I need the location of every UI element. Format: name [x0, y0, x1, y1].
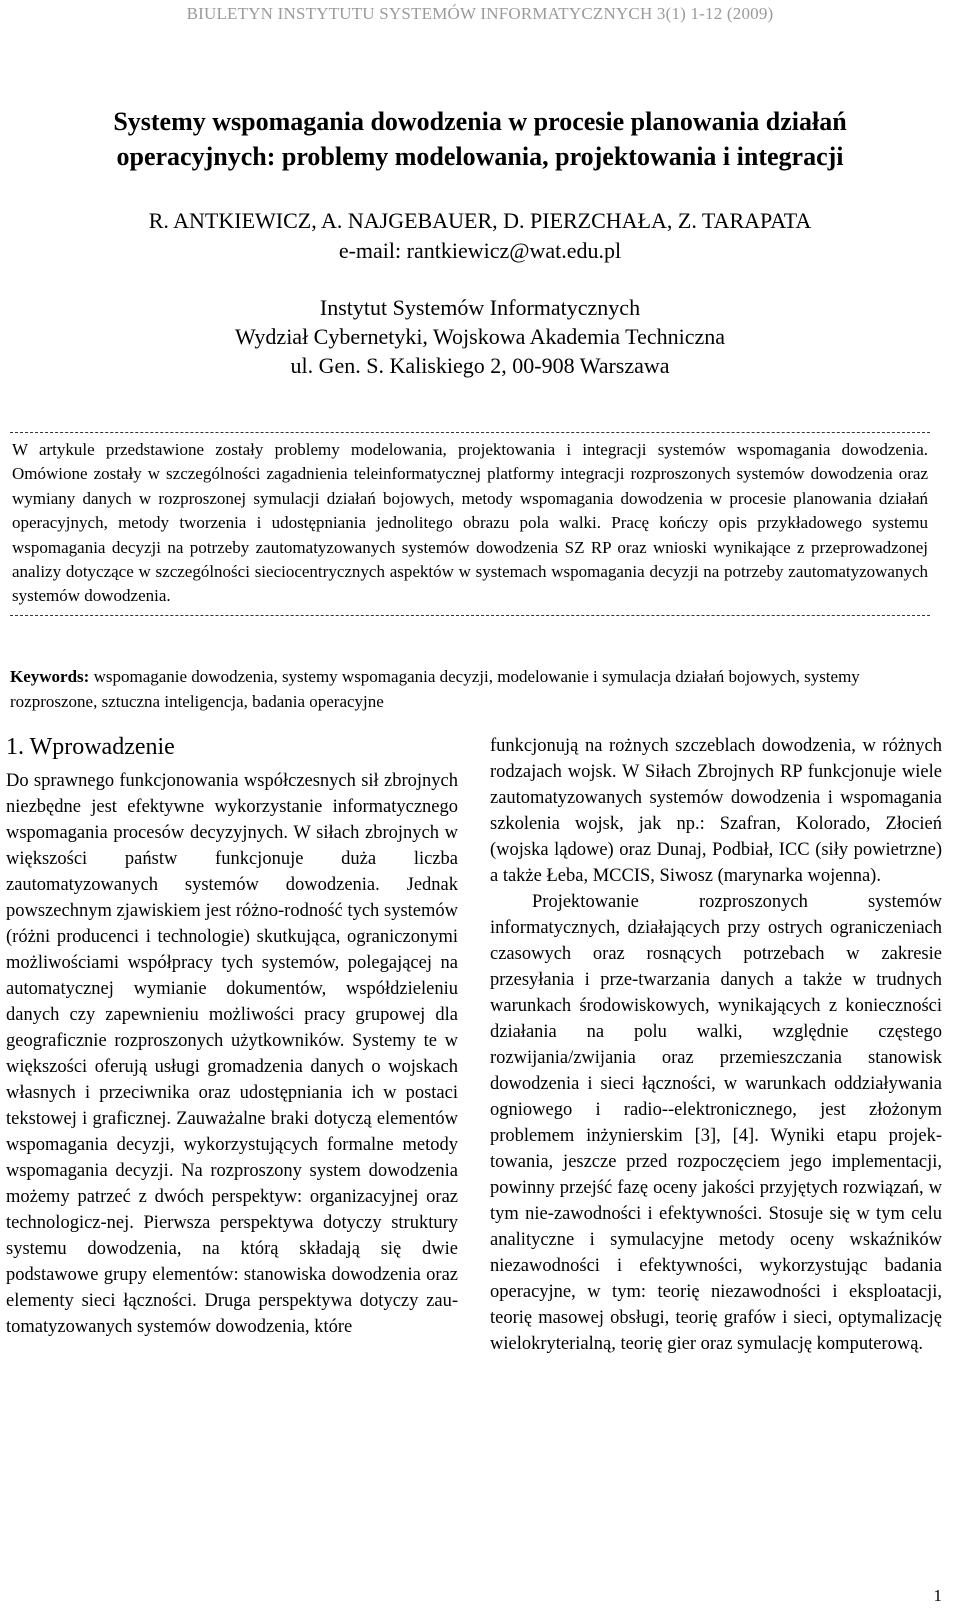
keywords-label: Keywords: [10, 667, 90, 686]
authors-block [40, 206, 920, 266]
affiliation-line-1: Instytut Systemów Informatycznych [319, 295, 641, 320]
left-column-paragraph: Do sprawnego funkcjonowania współczesnych sił zbrojnych niezbędne jest efektywne wykorzystanie informatycznego wspomagania procesów decyzyjnych. W siłach zbrojnych w większości państw funkcjonuje duża liczba zautomatyzowanych systemów dowodzenia. Jednak powszechnym zjawiskiem jest różno-rodność tych systemów (różni producenci i technologie) skutkująca, ograniczonymi możliwościami współpracy tych systemów, polegającej na automatycznej wymianie dokumentów, współdzieleniu danych czy zapewnieniu możliwości pracy grupowej dla geograficznie rozproszonych użytkowników. Systemy te w większości oferują usługi gromadzenia danych o wojskach własnych i przeciwnika oraz udostępniania ich w postaci tekstowej i graficznej. Zauważalne braki dotyczą elementów wspomagania decyzji, wykorzystujących formalne metody wspomagania decyzji. Na rozproszony system dowodzenia możemy patrzeć z dwóch perspektyw: organizacyjnej oraz technologicz-nej. Pierwsza perspektywa dotyczy struktury systemu dowodzenia, na którą składają się dwie podstawowe grupy elementów: stanowiska dowodzenia oraz elementy sieci łączności. Druga perspektywa dotyczy zau-tomatyzowanych systemów dowodzenia, które [6, 771, 458, 1337]
running-head: BIULETYN INSTYTUTU SYSTEMÓW INFORMATYCZNYCH 3(1) 1-12 (2009) [186, 4, 774, 23]
keywords-block [10, 664, 930, 714]
abstract-text: W artykule przedstawione zostały problemy modelowania, projektowania i integracji systemów wspomagania dowodzenia. Omówione zostały w szczególności zagadnienia teleinformatycznej platformy integracji rozproszonych systemów dowodzenia oraz wymiany danych w rozproszonej symulacji działań bojowych, metody wspomagania dowodzenia w procesie planowania działań operacyjnych, metody tworzenia i udostępniania jednolitego obrazu pola walki. Pracę kończy opis przykładowego systemu wspomagania decyzji na potrzeby zautomatyzowanych systemów dowodzenia SZ RP oraz wnioski wynikające z przeprowadzonej analizy dotyczące w szczególności sieciocentrycznych aspektów w systemach wspomagania decyzji na potrzeby zautomatyzowanych systemów dowodzenia. [12, 440, 928, 606]
title-line-2: operacyjnych: problemy modelowania, projektowania i integracji [116, 142, 844, 171]
author-names: R. ANTKIEWICZ, A. NAJGEBAUER, D. PIERZCHAŁA, Z. TARAPATA [148, 208, 812, 233]
right-column [490, 733, 942, 1357]
keywords-text: wspomaganie dowodzenia, systemy wspomagania decyzji, modelowanie i symulacja działań bojowych, systemy rozproszone, sztuczna inteligencja, badania operacyjne [10, 667, 860, 711]
affiliation-block [40, 293, 920, 380]
affiliation-line-3: ul. Gen. S. Kaliskiego 2, 00-908 Warszawa [290, 353, 670, 378]
section-heading: 1. Wprowadzenie [6, 734, 175, 760]
paper-title [40, 104, 920, 174]
title-line-1: Systemy wspomagania dowodzenia w procesie planowania działań [113, 107, 847, 136]
page-number: 1 [933, 1586, 942, 1605]
right-column-paragraph-1: funkcjonują na rożnych szczeblach dowodzenia, w różnych rodzajach wojsk. W Siłach Zbrojnych RP funkcjonuje wiele zautomatyzowanych systemów dowodzenia i wspomagania szkolenia wojsk, jak np.: Szafran, Kolorado, Złocień (wojska lądowe) oraz Dunaj, Podbiał, ICC (siły powietrzne) a także Łeba, MCCIS, Siwosz (marynarka wojenna). [490, 736, 942, 886]
author-email: e-mail: rantkiewicz@wat.edu.pl [338, 238, 622, 263]
affiliation-line-2: Wydział Cybernetyki, Wojskowa Akademia Techniczna [234, 324, 725, 349]
right-column-paragraph-2: Projektowanie rozproszonych systemów informatycznych, działających przy ostrych ograniczeniach czasowych oraz rosnących potrzebach w zakresie przesyłania i prze-twarzania danych a także w trudnych warunkach środowiskowych, wynikających z konieczności działania na polu walki, względnie częstego rozwijania/zwijania oraz przemieszczania stanowisk dowodzenia i sieci łączności, w warunkach oddziaływania ogniowego i radio--elektronicznego, jest złożonym problemem inżynierskim [3], [4]. Wyniki etapu projek-towania, jeszcze przed rozpoczęciem jego implementacji, powinny przejść fazę oceny jakości przyjętych rozwiązań, w tym nie-zawodności i efektywności. Stosuje się w tym celu analityczne i symulacyjne metody oceny wskaźników niezawodności i efektywności, wykorzystując badania operacyjne, w tym: teorię niezawodności i eksploatacji, teorię masowej obsługi, teorię grafów i sieci, optymalizację wielokryterialną, teorię gier oraz symulację komputerową. [490, 892, 942, 1354]
